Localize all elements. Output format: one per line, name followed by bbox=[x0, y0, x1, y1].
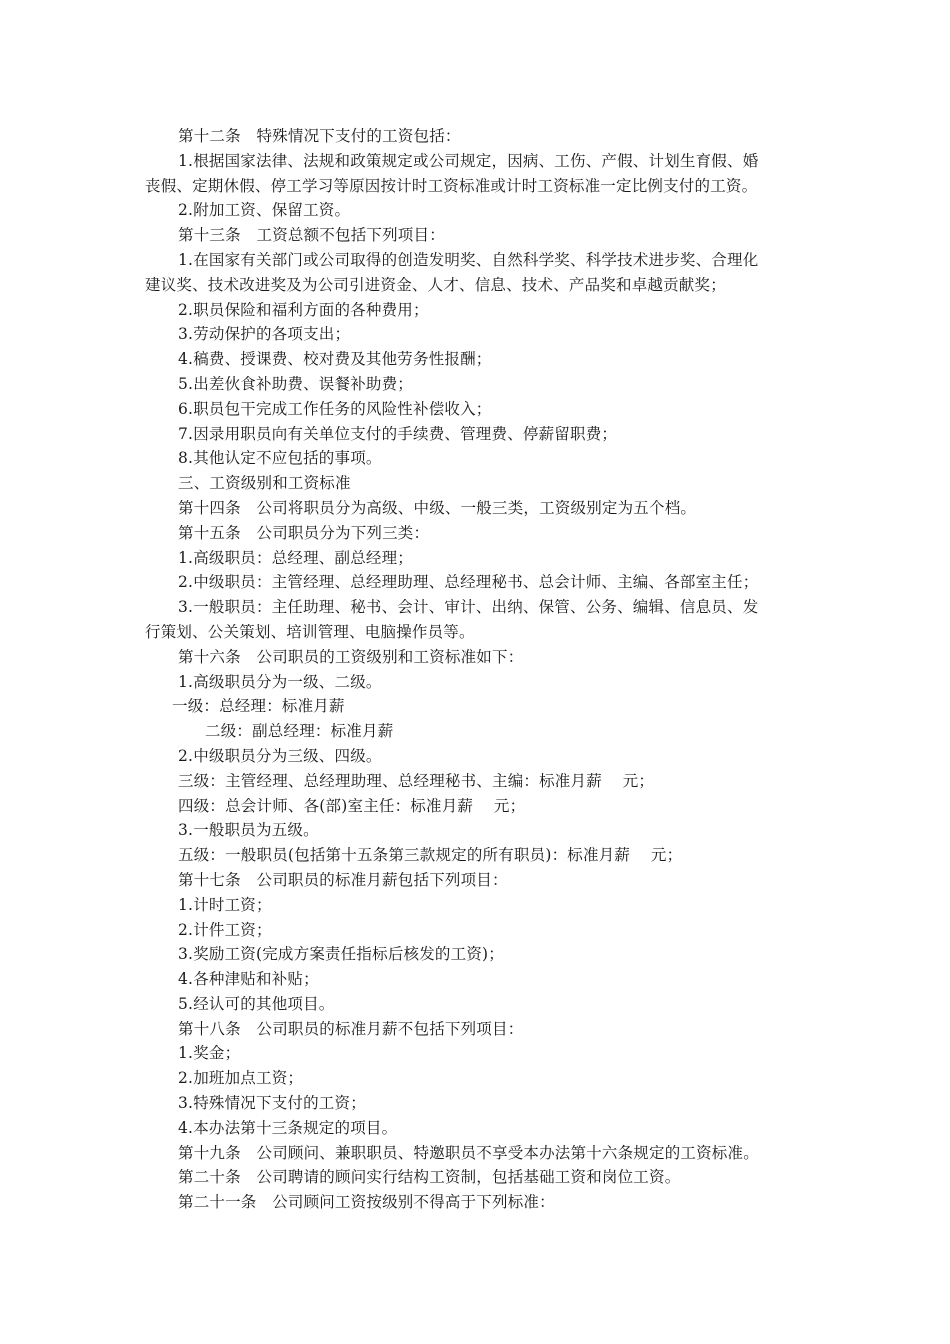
text-line: 3.一般职员：主任助理、秘书、会计、审计、出纳、保管、公务、编辑、信息员、发 bbox=[178, 598, 759, 617]
text-line: 二级：副总经理：标准月薪 bbox=[205, 722, 394, 741]
text-line: 8.其他认定不应包括的事项。 bbox=[178, 449, 382, 468]
text-line: 3.奖励工资(完成方案责任指标后核发的工资)； bbox=[178, 945, 504, 964]
text-line: 第十四条 公司将职员分为高级、中级、一般三类，工资级别定为五个档。 bbox=[178, 498, 697, 517]
text-line: 3.特殊情况下支付的工资； bbox=[178, 1094, 366, 1113]
text-line: 第二十条 公司聘请的顾问实行结构工资制，包括基础工资和岗位工资。 bbox=[178, 1168, 681, 1187]
text-line: 第十五条 公司职员分为下列三类： bbox=[178, 523, 430, 542]
text-line: 2.附加工资、保留工资。 bbox=[178, 201, 351, 220]
text-line: 1.在国家有关部门或公司取得的创造发明奖、自然科学奖、科学技术进步奖、合理化 bbox=[178, 250, 759, 269]
text-line: 4.本办法第十三条规定的项目。 bbox=[178, 1118, 398, 1137]
text-line: 6.职员包干完成工作任务的风险性补偿收入； bbox=[178, 399, 492, 418]
text-line: 第十六条 公司职员的工资级别和工资标准如下： bbox=[178, 647, 524, 666]
document-body bbox=[145, 124, 805, 1215]
text-line: 2.中级职员分为三级、四级。 bbox=[178, 746, 382, 765]
text-line: 4.各种津贴和补贴； bbox=[178, 970, 319, 989]
text-line: 四级：总会计师、各(部)室主任：标准月薪 元； bbox=[178, 796, 526, 815]
text-line: 第十八条 公司职员的标准月薪不包括下列项目： bbox=[178, 1019, 524, 1038]
text-line: 第十三条 工资总额不包括下列项目： bbox=[178, 226, 445, 245]
text-line: 丧假、定期休假、停工学习等原因按计时工资标准或计时工资标准一定比例支付的工资。 bbox=[145, 176, 758, 195]
text-line: 五级：一般职员(包括第十五条第三款规定的所有职员)：标准月薪 元； bbox=[178, 846, 683, 865]
text-line: 三、工资级别和工资标准 bbox=[178, 474, 351, 493]
text-line: 第十九条 公司顾问、兼职职员、特邀职员不享受本办法第十六条规定的工资标准。 bbox=[178, 1143, 759, 1162]
text-line: 三级：主管经理、总经理助理、总经理秘书、主编：标准月薪 元； bbox=[178, 771, 655, 790]
text-line: 4.稿费、授课费、校对费及其他劳务性报酬； bbox=[178, 350, 492, 369]
text-line: 第二十一条 公司顾问工资按级别不得高于下列标准： bbox=[178, 1193, 555, 1212]
text-line: 一级：总经理：标准月薪 bbox=[172, 697, 345, 716]
text-line: 2.计件工资； bbox=[178, 920, 272, 939]
text-line: 2.职员保险和福利方面的各种费用； bbox=[178, 300, 429, 319]
text-line: 1.高级职员分为一级、二级。 bbox=[178, 672, 382, 691]
text-line: 2.中级职员：主管经理、总经理助理、总经理秘书、总会计师、主编、各部室主任； bbox=[178, 573, 759, 592]
text-line: 3.一般职员为五级。 bbox=[178, 821, 319, 840]
text-line: 7.因录用职员向有关单位支付的手续费、管理费、停薪留职费； bbox=[178, 424, 618, 443]
text-line: 行策划、公关策划、培训管理、电脑操作员等。 bbox=[145, 622, 475, 641]
text-line: 第十七条 公司职员的标准月薪包括下列项目： bbox=[178, 870, 508, 889]
text-line: 2.加班加点工资； bbox=[178, 1069, 304, 1088]
text-line: 第十二条 特殊情况下支付的工资包括： bbox=[178, 127, 461, 145]
text-line: 1.根据国家法律、法规和政策规定或公司规定，因病、工伤、产假、计划生育假、婚 bbox=[178, 151, 759, 170]
text-line: 5.经认可的其他项目。 bbox=[178, 994, 335, 1013]
text-line: 建议奖、技术改进奖及为公司引进资金、人才、信息、技术、产品奖和卓越贡献奖； bbox=[145, 275, 726, 294]
text-line: 3.劳动保护的各项支出； bbox=[178, 325, 351, 344]
text-line: 1.高级职员：总经理、副总经理； bbox=[178, 548, 413, 567]
text-line: 1.计时工资； bbox=[178, 895, 272, 914]
text-line: 1.奖金； bbox=[178, 1044, 241, 1063]
text-line: 5.出差伙食补助费、误餐补助费； bbox=[178, 374, 413, 393]
